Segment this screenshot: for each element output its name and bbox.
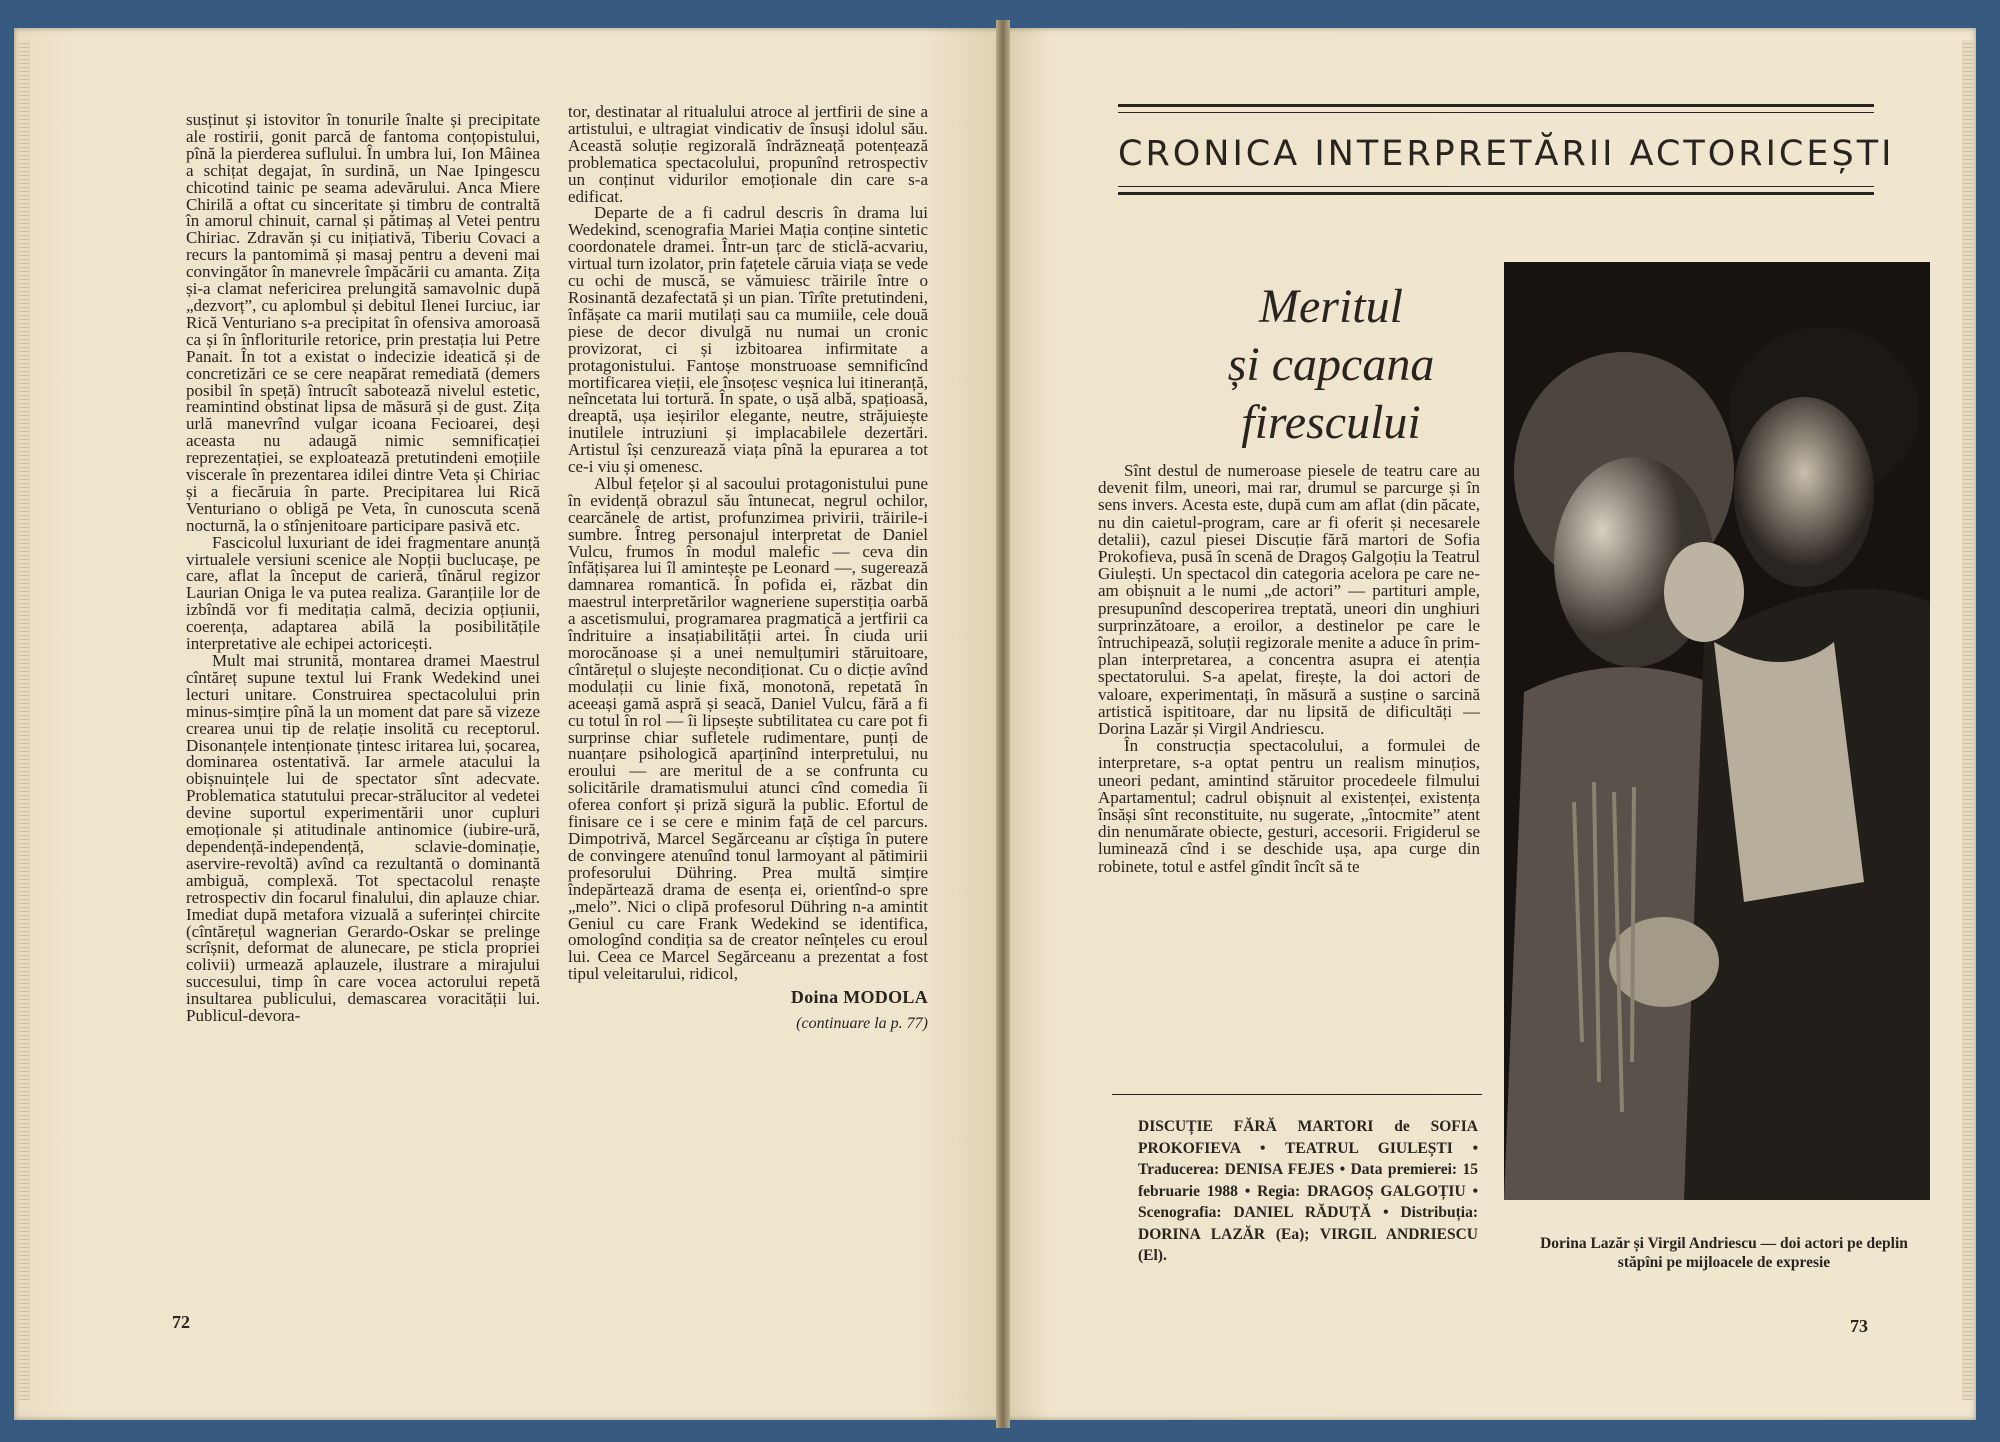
paragraph: Sînt destul de numeroase piesele de teatru care au devenit film, uneori, mai rar, drumul se parcurge și în sens invers. Acesta este, după cum am aflat (din păcate, nu din caietul-program, care ar fi oferit și necesarele detalii), cazul piesei Discuție fără martori de Sofia Prokofieva, pusă în scenă de Dragoș Galgoțiu la Teatrul Giulești. Un spectacol din categoria acelora pe care ne-am obișnuit a le numi „de actori” — partituri ample, presupunînd descoperirea treptată, uneori din unghiuri surprinzătoare, a eroilor, a destinelor pe care le întruchipează, soluții regizorale menite a aduce în prim-plan interpretarea, a concentra asupra ei atenția spectatorului. S-a apelat, firește, la doi actori de valoare, experimentați, în măsură a susține o sarcină artistică ispititoare, dar nu lipsită de dificultăți — Dorina Lazăr și Virgil Andriescu. [1098,461,1480,739]
book-spine [996,20,1010,1428]
right-article-body [1098,462,1480,875]
article-title [1196,278,1466,452]
left-column-1 [186,112,540,1025]
header-rule-bottom-thin [1118,186,1874,187]
paragraph: Departe de a fi cadrul descris în drama lui Wedekind, scenografia Mariei Mația conține sintetic coordonatele dramei. Într-un țarc de sticlă-acvariu, virtual turn izolator, prin fațetele căruia viața se vede cu ochi de muscă, se vămuiesc trăirile între o Rosinantă dezafectată și un pian. Tîrîte pretutindeni, înfășate ca marii mutilați sau ca mumiile, cele două piese de decor divulgă nu numai un cronic provizorat, ci și izbitoarea infirmitate a protagonistului. Fantoșe monstruoase semnificînd mortificarea vieții, ele însoțesc veșnica lui itineranță, neîncetata lui tortură. În spate, o ușă albă, spațioasă, dreaptă, ușa ieșirilor elegante, neutre, străjuiește inutilele intruziuni și implacabilele dezertări. Artistul își cenzurează viața pînă la epurarea a tot ce-i viu și omenesc. [568,203,928,477]
photo-caption: Dorina Lazăr și Virgil Andriescu — doi actori pe deplin stăpîni pe mijloacele de expresie [1540,1235,1908,1271]
credits-divider [1112,1094,1482,1095]
page-number-left: 72 [172,1312,190,1332]
header-rule-bottom [1118,192,1874,195]
paragraph: Mult mai strunită, montarea dramei Maestrul cîntăreț supune textul lui Frank Wedekind unei lecturi unitare. Construirea spectacolului prin minus-simțire pînă la un moment dat pare să vizeze crearea unui tip de relație insolită cu receptorul. Disonanțele intenționate țintesc iritarea lui, șocarea, dominarea ostentativă. Iar armele atacului la obișnuințele lui de spectator sînt adecvate. Problematica statutului precar-strălucitor al vedetei devine suportul experimentării unor cupluri emoționale și atitudinale antinomice (iubire-ură, dependență-independență, sclavie-dominație, aservire-revoltă) avînd ca rezultantă o dominantă ambiguă, complexă. Tot spectacolul renaște retrospectiv din focarul finalului, din aplauze chiar. Imediat după metafora vizuală a suferinței chircite (cîntărețul wagnerian Gerardo-Oskar se prelinge scrîșnit, deformat de alunecare, pe sticla propriei colivii) urmează aplauzele, ilustrare a mirajului succesului, timp în care vocea actorului repetă insultarea publicului, demascarea voracității lui. Publicul-devora- [186,651,540,1026]
continuation-note: (continuare la p. 77) [796,1015,928,1033]
header-rule-top-thin [1118,112,1874,113]
paragraph: susținut și istovitor în tonurile înalte și precipitate ale rostirii, gonit parcă de fantoma conțopistului, pînă la pierderea suflului. În umbra lui, Ion Mâinea a schițat degajat, în surdină, un Nae Ipingescu chicotind tainic pe seama adevărului. Anca Miere Chirilă a oftat cu sinceritate și timbru de contraltă în amorul chinuit, carnal și pătimaș al Vetei pentru Chiriac. Zdravăn și cu inițiativă, Tiberiu Covaci a recurs la pantomimă și masaj pentru a deveni mai convingător în manevrele împăcării cu amanta. Zița și-a clamat nefericirea prelungită samavolnic după „dezvorț”, cu aplombul și debitul Ilenei Iurciuc, iar Rică Venturiano s-a precipitat în ofensiva amoroasă ca și în înfloriturile retorice, prin prestația lui Petre Panait. În tot a existat o indecizie ideatică și de concretizări ce se cere neapărat remediată (demers posibil în speță) întrucît sabotează nivelul estetic, reamintind obstinat lipsa de măsură și de gust. Zița urlă manevrînd vulgar icoana Fecioarei, deși aceasta nu adaugă nimic semnificației reprezentației, se exploatează pretutindeni emoțiile viscerale în prezentarea idilei dintre Veta și Chiriac și a fiecăruia în parte. Precipitarea lui Rică Venturiano o obligă pe Veta, în cunoscuta scenă nocturnă, la o stînjenitoare participare pasivă etc. [186,110,540,535]
paragraph: Fascicolul luxuriant de idei fragmentare anunță virtualele versiuni scenice ale Nopții buclucașe, pe care, aflat la început de carieră, tînărul regizor Laurian Oniga le va putea realiza. Garanțiile lor de izbîndă vor fi meditația calmă, decizia opțiunii, coerența, adaptarea abilă la posibilitățile interpretative ale echipei actoricești. [186,532,540,654]
header-rule-top [1118,104,1874,107]
production-credits: DISCUȚIE FĂRĂ MARTORI de SOFIA PROKOFIEVA • TEATRUL GIULEȘTI • Traducerea: DENISA FEJES • Data premierei: 15 februarie 1988 • Regia: DRAGOȘ GALGOȚIU • Scenografia: DANIEL RĂDUȚĂ • Distribuția: DORINA LAZĂR (Ea); VIRGIL ANDRIESCU (El). [1138,1118,1478,1264]
article-title-line: Meritul [1259,280,1403,333]
paragraph: Albul fețelor și al sacoului protagonistului pune în evidență obrazul său întunecat, negrul ochilor, cearcănele de artist, profunzimea privirii, trăirile-i sumbre. Întreg personajul interpretat de Daniel Vulcu, frumos în modul malefic — ceva din înfățișarea lui îl amintește pe Leonard —, sugerează damnarea romantică. În pofida ei, răzbat din maestrul interpretărilor wagneriene superstiția oarbă a ascetismului, programarea pragmatică a jertfirii ca îndrituire a insațiabilității artei. În ciuda urii morocănoase și a unei nemulțumiri stăruitoare, cîntărețul o slujește necondiționat. Cu o dicție avînd modulații cu linie fixă, monotonă, repetată în aceeași gamă aspră și seacă, Daniel Vulcu, fără a fi cu totul în rol — îi lipsește subtilitatea cu care pot fi surprinse chiar sufletele rudimentare, punți de nuanțare psihologică aparținînd interpretului, nu eroului — are meritul de a se confrunta cu solicitările dramatismului atunci cînd comedia îi oferea confort și priză sigură la public. Efortul de finisare ce i se cere e minim față de cel parcurs. Dimpotrivă, Marcel Segărceanu ar cîștiga în putere de convingere atenuînd tonul larmoyant al pătimirii profesorului Dühring. Prea multă simțire îndepărtează drama de esența ei, orientînd-o spre „melo”. Nici o clipă profesorul Dühring n-a amintit Geniul cu care Frank Wedekind se identifica, omologînd condiția sa de creator neînțeles cu eroul lui. Ceea ce Marcel Segărceanu a prezentat a fost tipul veleitarului, ridicol, [568,473,928,984]
page-number-right: 73 [1850,1316,1868,1336]
author-signature: Doina MODOLA [790,987,928,1008]
left-column-2 [568,104,928,1033]
section-header [1118,104,1895,200]
left-page-edges [18,40,30,1400]
paragraph: În construcția spectacolului, a formulei de interpretare, s-a optat pentru un realism minuțios, uneori pedant, amintind stăruitor procedeele filmului Apartamentul; cadrul obișnuit al existenței, existența însăși sînt reconstituite, nu sugerate, „întocmite” atent din nenumărate obiecte, gesturi, accesorii. Frigiderul se luminează cînd i se deschide ușa, apa curge din robinete, totul e astfel gîndit încît să te [1098,736,1480,876]
article-title-line: și capcana [1227,338,1435,391]
photo-illustration [1504,262,1930,1200]
right-page-edges [1962,40,1974,1400]
article-title-line: firescului [1241,396,1421,449]
paragraph: tor, destinatar al ritualului atroce al jertfirii de sine a artistului, e ultragiat vindicativ de însuși idolul său. Această soluție regizorală îndrăzneață potențează problematica spectacolului, propunînd retrospectiv un conținut vidurilor emoționale din care s-a edificat. [568,102,928,206]
performance-photo [1504,262,1930,1200]
section-header-title: CRONICA INTERPRETĂRII ACTORICEȘTI [1118,134,1895,174]
